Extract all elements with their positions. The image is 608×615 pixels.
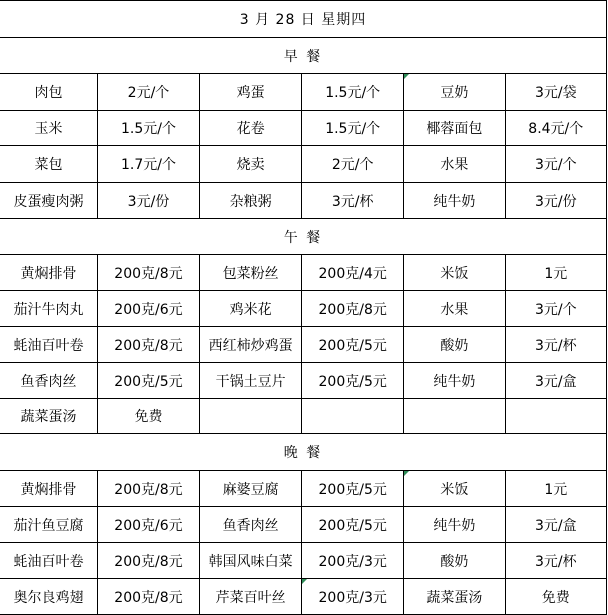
table-row bbox=[0, 507, 607, 543]
menu-item-name: 酸奶 bbox=[404, 327, 505, 363]
menu-item-price: 3元/袋 bbox=[505, 74, 606, 111]
table-row bbox=[0, 327, 607, 363]
menu-item-name: 豆奶 bbox=[404, 74, 505, 111]
menu-item-price: 200克/8元 bbox=[98, 471, 200, 507]
menu-item-name: 芹菜百叶丝 bbox=[199, 579, 301, 615]
menu-item-price: 3元/杯 bbox=[505, 327, 606, 363]
menu-item-name: 纯牛奶 bbox=[404, 507, 505, 543]
menu-item-price: 200克/5元 bbox=[98, 363, 200, 399]
menu-item-price: 3元/份 bbox=[505, 183, 606, 219]
menu-item-price: 200克/3元 bbox=[302, 579, 404, 615]
menu-item-name: 菜包 bbox=[0, 146, 98, 183]
table-row bbox=[0, 255, 607, 291]
menu-item-name: 米饭 bbox=[404, 255, 505, 291]
menu-item-name: 烧卖 bbox=[199, 146, 301, 183]
menu-item-name: 鸡蛋 bbox=[199, 74, 301, 111]
menu-item-name: 包菜粉丝 bbox=[199, 255, 301, 291]
menu-item-name: 米饭 bbox=[404, 471, 505, 507]
menu-item-price: 200克/5元 bbox=[302, 363, 404, 399]
menu-item-name: 水果 bbox=[404, 291, 505, 327]
menu-item-price: 1.5元/个 bbox=[302, 111, 404, 146]
table-row bbox=[0, 363, 607, 399]
menu-item-name: 杂粮粥 bbox=[199, 183, 301, 219]
menu-item-name: 蚝油百叶卷 bbox=[0, 543, 98, 579]
date-title: 3 月 28 日 星期四 bbox=[0, 1, 607, 38]
menu-item-name: 干锅土豆片 bbox=[199, 363, 301, 399]
menu-item-price: 3元/份 bbox=[98, 183, 200, 219]
table-row bbox=[0, 146, 607, 183]
menu-item-name: 水果 bbox=[404, 146, 505, 183]
menu-item-name: 肉包 bbox=[0, 74, 98, 111]
menu-item-name: 玉米 bbox=[0, 111, 98, 146]
menu-item-price: 2元/个 bbox=[302, 146, 404, 183]
menu-item-price: 3元/杯 bbox=[505, 543, 606, 579]
empty-cell bbox=[505, 399, 606, 434]
menu-item-price: 200克/4元 bbox=[302, 255, 404, 291]
menu-item-price: 1.5元/个 bbox=[98, 111, 200, 146]
menu-item-name: 韩国风味白菜 bbox=[199, 543, 301, 579]
menu-item-price: 3元/盒 bbox=[505, 507, 606, 543]
menu-item-name: 蔬菜蛋汤 bbox=[0, 399, 98, 434]
menu-item-name: 奥尔良鸡翅 bbox=[0, 579, 98, 615]
table-row bbox=[0, 471, 607, 507]
menu-item-price: 200克/5元 bbox=[302, 327, 404, 363]
menu-item-name: 黄焖排骨 bbox=[0, 255, 98, 291]
menu-item-price: 200克/8元 bbox=[98, 543, 200, 579]
menu-item-price: 200克/6元 bbox=[98, 291, 200, 327]
table-row bbox=[0, 183, 607, 219]
menu-item-price: 200克/5元 bbox=[302, 507, 404, 543]
menu-item-price: 3元/个 bbox=[505, 291, 606, 327]
table-row bbox=[0, 543, 607, 579]
menu-item-price: 3元/杯 bbox=[302, 183, 404, 219]
menu-item-name: 西红柿炒鸡蛋 bbox=[199, 327, 301, 363]
menu-item-price: 200克/8元 bbox=[98, 579, 200, 615]
menu-item-name: 酸奶 bbox=[404, 543, 505, 579]
menu-item-price: 2元/个 bbox=[98, 74, 200, 111]
menu-item-price: 200克/3元 bbox=[302, 543, 404, 579]
menu-item-price: 3元/个 bbox=[505, 146, 606, 183]
empty-cell bbox=[302, 399, 404, 434]
menu-item-name: 纯牛奶 bbox=[404, 363, 505, 399]
lunch-section-title: 午 餐 bbox=[0, 219, 607, 255]
menu-item-name: 纯牛奶 bbox=[404, 183, 505, 219]
menu-item-name: 茄汁鱼豆腐 bbox=[0, 507, 98, 543]
menu-item-name: 茄汁牛肉丸 bbox=[0, 291, 98, 327]
menu-item-name: 鱼香肉丝 bbox=[0, 363, 98, 399]
menu-item-name: 蚝油百叶卷 bbox=[0, 327, 98, 363]
table-row bbox=[0, 291, 607, 327]
menu-item-name: 麻婆豆腐 bbox=[199, 471, 301, 507]
menu-item-price: 8.4元/个 bbox=[505, 111, 606, 146]
dinner-section-title: 晚 餐 bbox=[0, 434, 607, 471]
table-row bbox=[0, 74, 607, 111]
breakfast-section-title: 早 餐 bbox=[0, 38, 607, 74]
table-row bbox=[0, 579, 607, 615]
menu-item-price: 200克/8元 bbox=[98, 327, 200, 363]
menu-item-price: 1.5元/个 bbox=[302, 74, 404, 111]
menu-item-name: 椰蓉面包 bbox=[404, 111, 505, 146]
menu-item-price: 1元 bbox=[505, 471, 606, 507]
empty-cell bbox=[404, 399, 505, 434]
menu-item-name: 黄焖排骨 bbox=[0, 471, 98, 507]
menu-item-price: 1.7元/个 bbox=[98, 146, 200, 183]
menu-item-price: 200克/5元 bbox=[302, 471, 404, 507]
table-row bbox=[0, 399, 607, 434]
menu-item-price: 1元 bbox=[505, 255, 606, 291]
menu-item-name: 花卷 bbox=[199, 111, 301, 146]
menu-item-name: 蔬菜蛋汤 bbox=[404, 579, 505, 615]
empty-cell bbox=[199, 399, 301, 434]
menu-item-name: 皮蛋瘦肉粥 bbox=[0, 183, 98, 219]
menu-item-name: 鸡米花 bbox=[199, 291, 301, 327]
menu-item-price: 免费 bbox=[505, 579, 606, 615]
menu-item-price: 3元/盒 bbox=[505, 363, 606, 399]
table-row bbox=[0, 111, 607, 146]
menu-item-price: 200克/8元 bbox=[302, 291, 404, 327]
menu-item-name: 鱼香肉丝 bbox=[199, 507, 301, 543]
menu-item-price: 200克/6元 bbox=[98, 507, 200, 543]
menu-item-price: 200克/8元 bbox=[98, 255, 200, 291]
menu-item-price: 免费 bbox=[98, 399, 200, 434]
